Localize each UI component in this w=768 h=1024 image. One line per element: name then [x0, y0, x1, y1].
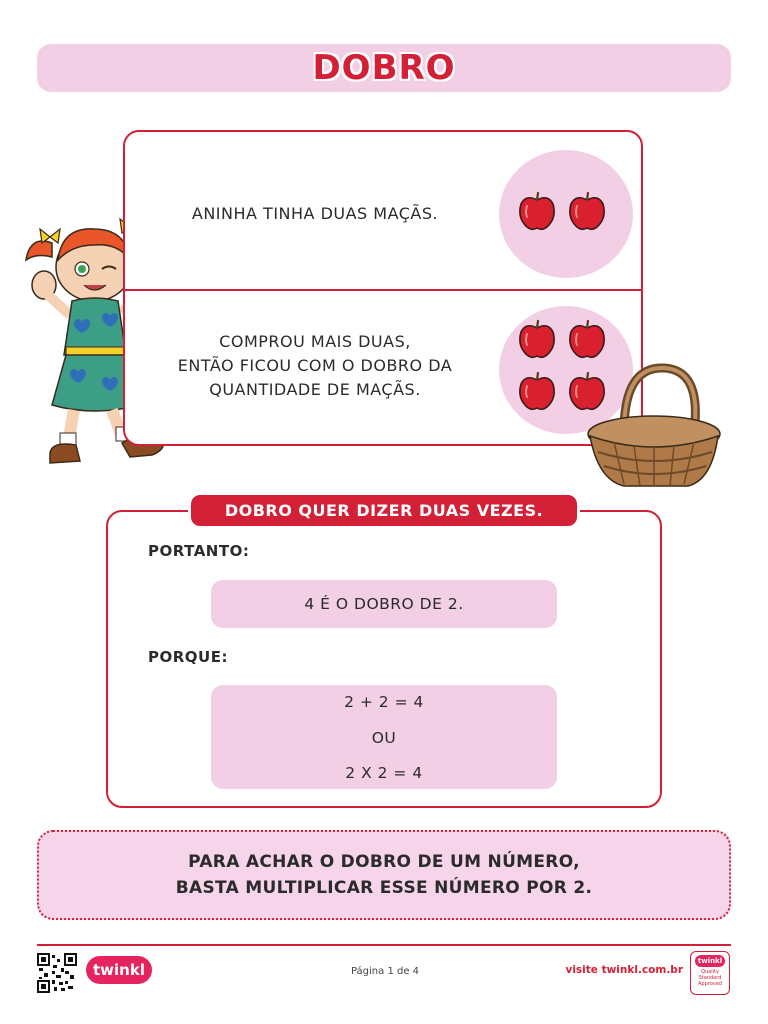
info-banner: DOBRO QUER DIZER DUAS VEZES.	[188, 492, 580, 529]
porque-label: PORQUE:	[148, 648, 228, 666]
footer-url-link[interactable]: visite twinkl.com.br	[565, 964, 683, 976]
portanto-value: 4 É O DOBRO DE 2.	[304, 595, 464, 613]
basket-illustration	[584, 362, 724, 494]
story-line-1: ANINHA TINHA DUAS MAÇÃS.	[191, 204, 439, 223]
rule-line-2: BASTA MULTIPLICAR ESSE NÚMERO POR 2.	[175, 878, 593, 898]
quality-badge-logo: twinkl	[695, 955, 725, 967]
porque-line-3: 2 X 2 = 4	[345, 764, 423, 782]
apple-icon	[566, 190, 608, 232]
page-title: DOBRO	[312, 48, 456, 88]
quality-badge-text: Quality Standard Approved	[698, 969, 722, 987]
story-divider	[125, 289, 641, 291]
apple-icon	[566, 318, 608, 360]
story-line-2	[145, 330, 485, 402]
story-box	[123, 130, 643, 446]
story-line-2b: ENTÃO FICOU COM O DOBRO DA	[177, 356, 453, 375]
porque-line-1: 2 + 2 = 4	[344, 693, 424, 711]
qr-code-icon	[37, 953, 77, 993]
footer-divider	[37, 944, 731, 946]
page-number: Página 1 de 4	[350, 966, 420, 977]
apple-icon	[516, 318, 558, 360]
porque-pill	[211, 685, 557, 789]
porque-line-2: OU	[371, 729, 397, 747]
portanto-pill	[211, 580, 557, 628]
story-line-2a: COMPROU MAIS DUAS,	[219, 332, 411, 351]
quality-badge	[690, 951, 730, 995]
rule-line-1: PARA ACHAR O DOBRO DE UM NÚMERO,	[188, 852, 580, 872]
title-bar	[37, 44, 731, 92]
apple-icon	[516, 190, 558, 232]
twinkl-logo[interactable]: twinkl	[86, 956, 152, 984]
apple-icon	[516, 370, 558, 412]
rule-box	[37, 830, 731, 920]
story-line-2c: QUANTIDADE DE MAÇÃS.	[209, 380, 421, 399]
portanto-label: PORTANTO:	[148, 542, 250, 560]
